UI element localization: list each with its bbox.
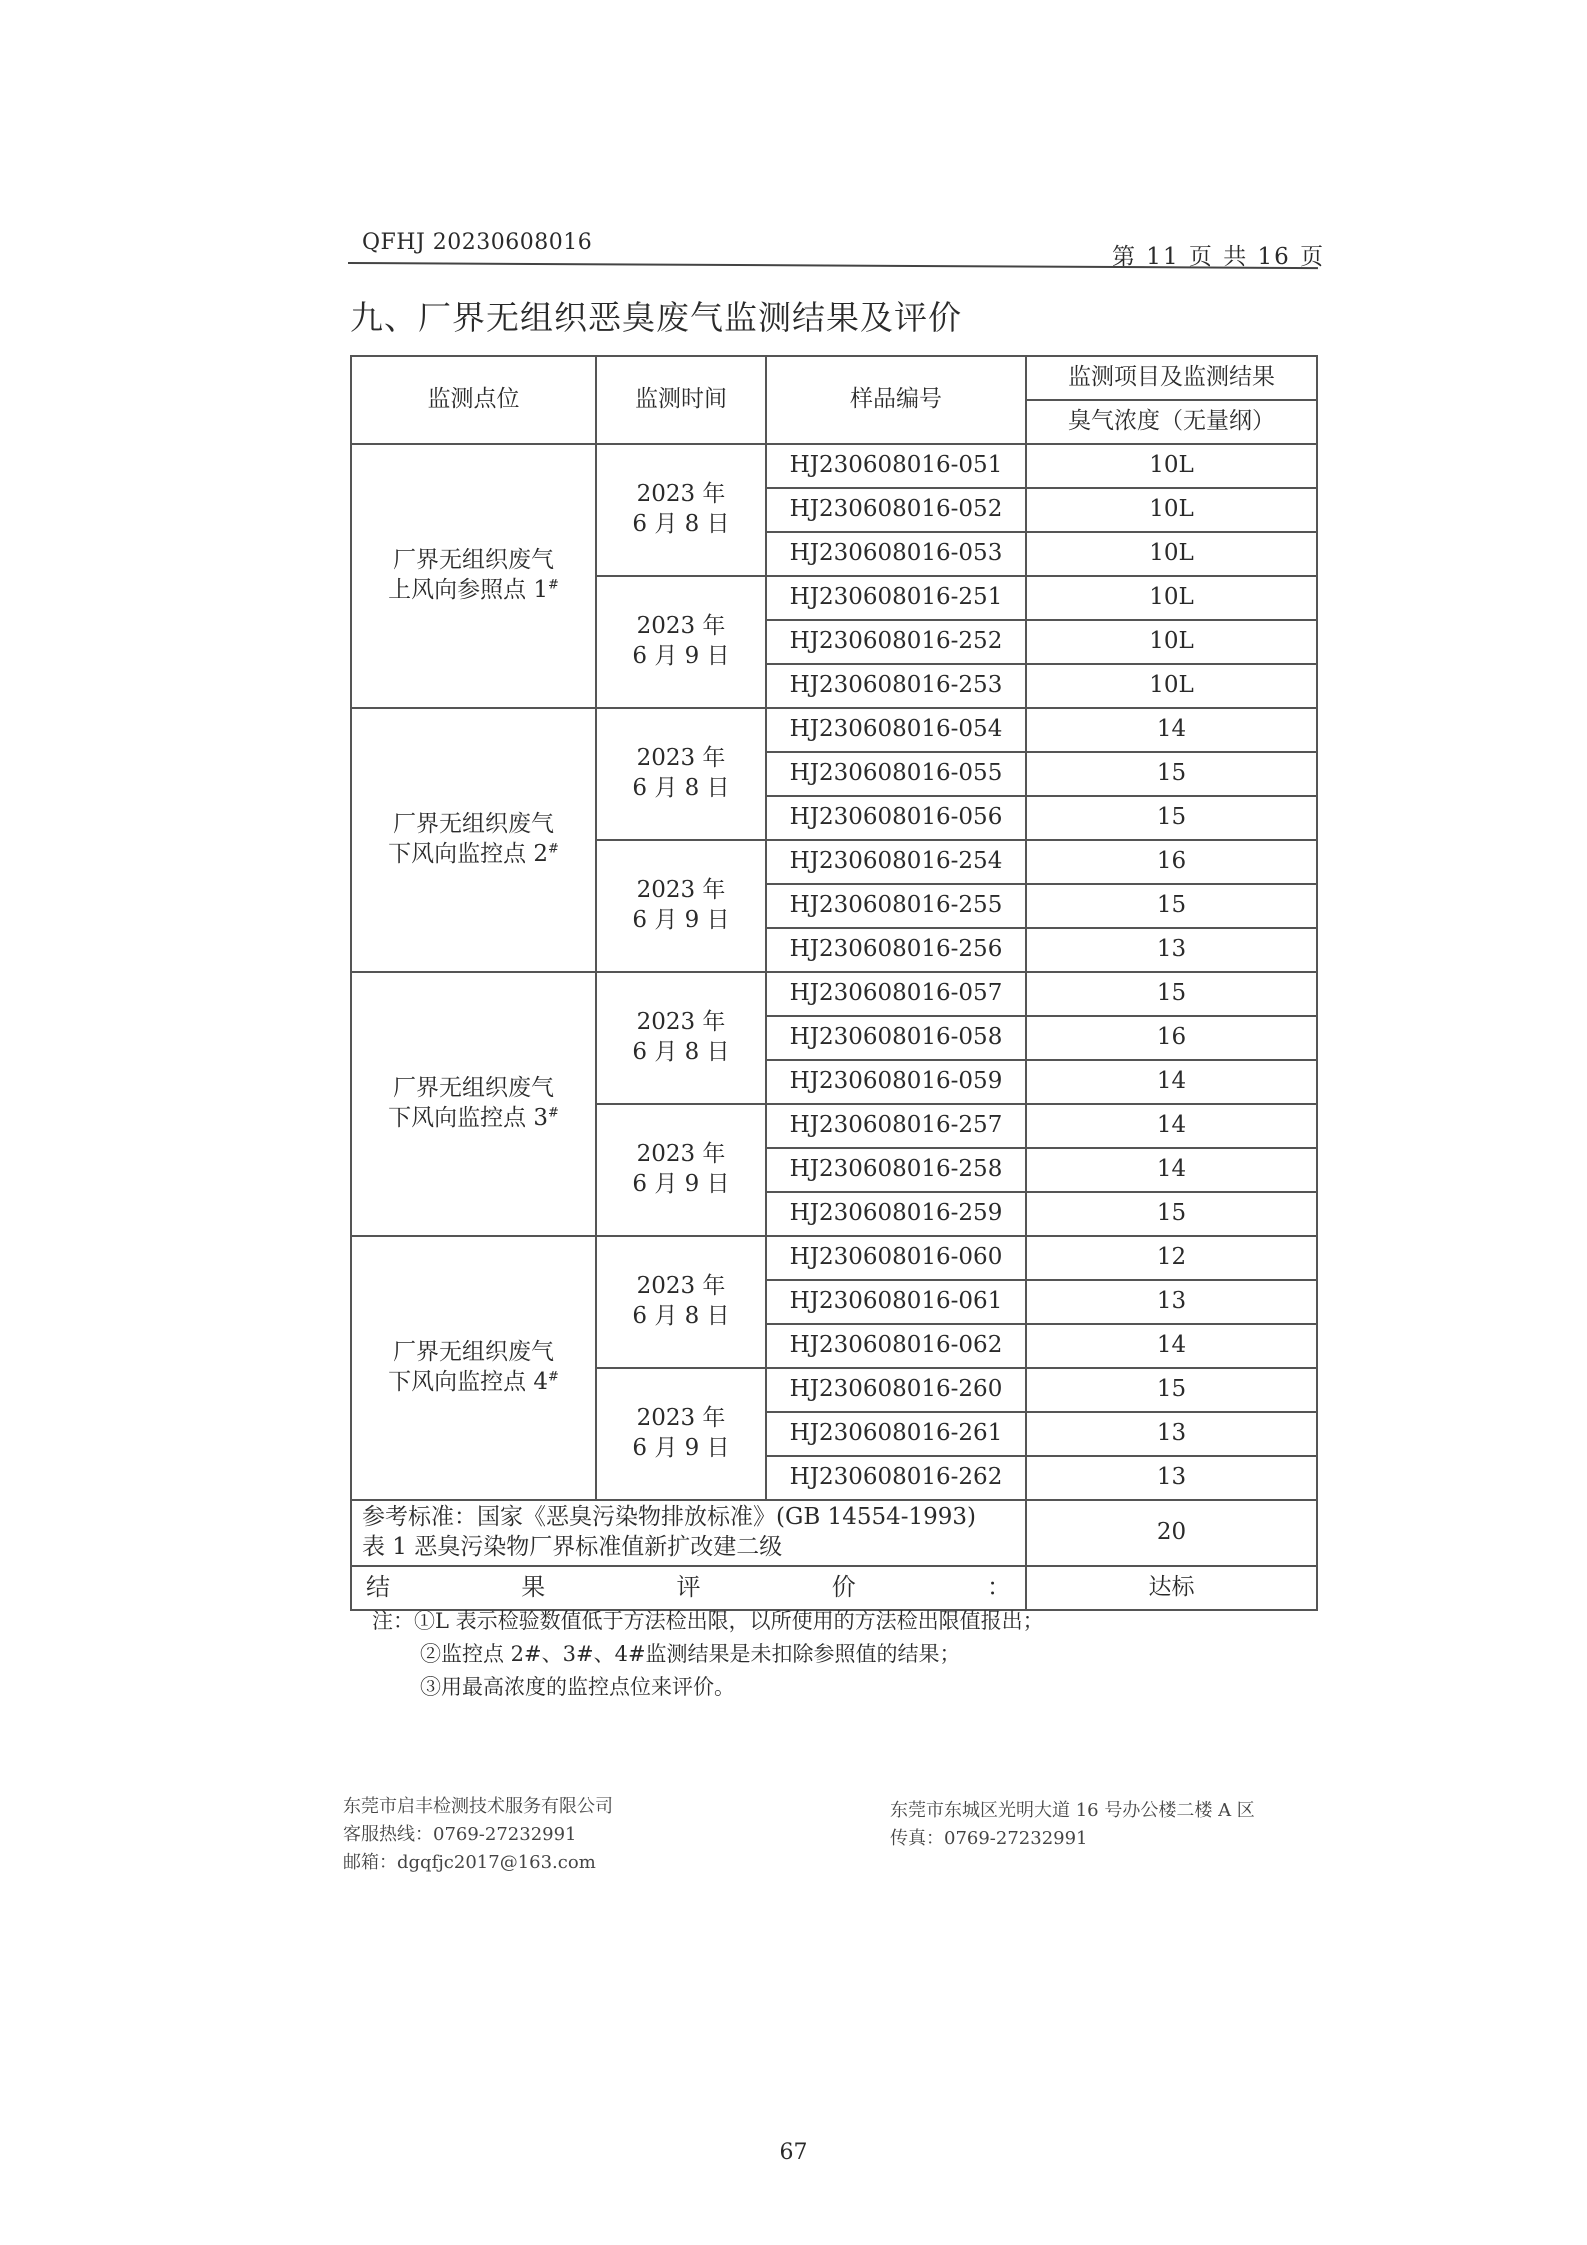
date-cell	[596, 576, 766, 708]
location-line1: 厂界无组织废气	[393, 1339, 554, 1366]
date-cell	[596, 1368, 766, 1500]
date-day: 6 月 9 日	[632, 1435, 730, 1461]
sample-id-cell: HJ230608016-251	[766, 576, 1026, 620]
section-title: 九、厂界无组织恶臭废气监测结果及评价	[350, 298, 962, 337]
date-cell	[596, 444, 766, 576]
odor-value-cell: 13	[1026, 1412, 1317, 1456]
location-line2	[352, 576, 595, 606]
odor-value-cell: 10L	[1026, 532, 1317, 576]
evaluation-char: 价	[831, 1573, 856, 1602]
sample-id-cell: HJ230608016-259	[766, 1192, 1026, 1236]
note-3: ③用最高浓度的监控点位来评价。	[420, 1675, 735, 1699]
header-item: 臭气浓度（无量纲）	[1026, 400, 1317, 444]
hotline: 客服热线：0769-27232991	[343, 1824, 577, 1845]
date-year: 2023 年	[636, 877, 726, 904]
date-year: 2023 年	[636, 613, 726, 640]
odor-value-cell: 14	[1026, 1324, 1317, 1368]
page-info: 第 11 页 共 16 页	[1112, 244, 1326, 270]
note-2: ②监控点 2#、3#、4#监测结果是未扣除参照值的结果；	[420, 1642, 961, 1666]
sample-id-cell: HJ230608016-055	[766, 752, 1026, 796]
sample-id-cell: HJ230608016-053	[766, 532, 1026, 576]
date-cell	[596, 972, 766, 1104]
odor-value-cell: 13	[1026, 1280, 1317, 1324]
date-day: 6 月 8 日	[632, 511, 730, 537]
date-day: 6 月 9 日	[632, 1171, 730, 1197]
sample-id-cell: HJ230608016-262	[766, 1456, 1026, 1500]
date-cell	[596, 1236, 766, 1368]
sample-id-cell: HJ230608016-051	[766, 444, 1026, 488]
date-year: 2023 年	[636, 1273, 726, 1300]
header-location: 监测点位	[351, 356, 596, 444]
sample-id-cell: HJ230608016-056	[766, 796, 1026, 840]
location-line1: 厂界无组织废气	[393, 811, 554, 838]
table-row	[351, 972, 1317, 1016]
odor-value-cell: 10L	[1026, 444, 1317, 488]
date-day: 6 月 8 日	[632, 1303, 730, 1329]
sample-id-cell: HJ230608016-261	[766, 1412, 1026, 1456]
odor-value-cell: 12	[1026, 1236, 1317, 1280]
sample-id-cell: HJ230608016-252	[766, 620, 1026, 664]
location-cell	[351, 1236, 596, 1500]
date-year: 2023 年	[636, 481, 726, 508]
location-mark: #	[548, 1105, 559, 1121]
evaluation-char: 果	[521, 1573, 546, 1602]
location-cell	[351, 708, 596, 972]
date-day: 6 月 9 日	[632, 907, 730, 933]
location-line2	[352, 840, 595, 870]
sample-id-cell: HJ230608016-254	[766, 840, 1026, 884]
sample-id-cell: HJ230608016-060	[766, 1236, 1026, 1280]
evaluation-label-spread	[352, 1572, 1025, 1603]
date-day: 6 月 8 日	[632, 775, 730, 801]
header-time: 监测时间	[596, 356, 766, 444]
odor-value-cell: 13	[1026, 928, 1317, 972]
odor-results-table	[350, 355, 1318, 1611]
standard-value: 20	[1026, 1500, 1317, 1566]
odor-value-cell: 15	[1026, 1368, 1317, 1412]
date-cell	[596, 708, 766, 840]
sample-id-cell: HJ230608016-061	[766, 1280, 1026, 1324]
odor-value-cell: 15	[1026, 972, 1317, 1016]
location-name: 上风向参照点 1	[388, 577, 549, 603]
location-mark: #	[548, 841, 559, 857]
sample-id-cell: HJ230608016-052	[766, 488, 1026, 532]
evaluation-result: 达标	[1026, 1566, 1317, 1610]
evaluation-char: ：	[987, 1573, 1011, 1602]
sample-id-cell: HJ230608016-253	[766, 664, 1026, 708]
report-number: QFHJ 20230608016	[362, 230, 593, 255]
location-line2	[352, 1368, 595, 1398]
standard-row	[351, 1500, 1317, 1566]
odor-value-cell: 10L	[1026, 620, 1317, 664]
location-cell	[351, 444, 596, 708]
address: 东莞市东城区光明大道 16 号办公楼二楼 A 区	[890, 1800, 1255, 1821]
odor-value-cell: 15	[1026, 752, 1317, 796]
table-row	[351, 1236, 1317, 1280]
location-line1: 厂界无组织废气	[393, 1075, 554, 1102]
company-name: 东莞市启丰检测技术服务有限公司	[343, 1796, 613, 1817]
fax: 传真：0769-27232991	[890, 1828, 1088, 1849]
odor-value-cell: 14	[1026, 1104, 1317, 1148]
odor-value-cell: 14	[1026, 708, 1317, 752]
sample-id-cell: HJ230608016-054	[766, 708, 1026, 752]
odor-value-cell: 15	[1026, 796, 1317, 840]
evaluation-char: 结	[366, 1573, 390, 1602]
sample-id-cell: HJ230608016-062	[766, 1324, 1026, 1368]
location-cell	[351, 972, 596, 1236]
evaluation-row	[351, 1566, 1317, 1610]
date-cell	[596, 840, 766, 972]
header-item-group: 监测项目及监测结果	[1026, 356, 1317, 400]
date-day: 6 月 8 日	[632, 1039, 730, 1065]
sample-id-cell: HJ230608016-255	[766, 884, 1026, 928]
table-header-row	[351, 356, 1317, 400]
sample-id-cell: HJ230608016-058	[766, 1016, 1026, 1060]
standard-text	[351, 1500, 1026, 1566]
table-row	[351, 708, 1317, 752]
standard-line1: 参考标准：国家《恶臭污染物排放标准》(GB 14554-1993)	[362, 1504, 977, 1530]
email: 邮箱：dgqfjc2017@163.com	[343, 1852, 596, 1873]
odor-value-cell: 16	[1026, 840, 1317, 884]
location-name: 下风向监控点 2	[388, 841, 549, 867]
notes	[372, 1605, 1044, 1704]
location-mark: #	[548, 1369, 559, 1385]
footer-right	[890, 1797, 1255, 1853]
page-number: 67	[779, 2140, 808, 2165]
date-year: 2023 年	[636, 1141, 726, 1168]
evaluation-char: 评	[676, 1573, 701, 1602]
odor-value-cell: 16	[1026, 1016, 1317, 1060]
sample-id-cell: HJ230608016-059	[766, 1060, 1026, 1104]
sample-id-cell: HJ230608016-258	[766, 1148, 1026, 1192]
odor-value-cell: 14	[1026, 1060, 1317, 1104]
odor-value-cell: 14	[1026, 1148, 1317, 1192]
odor-value-cell: 10L	[1026, 664, 1317, 708]
header-sample: 样品编号	[766, 356, 1026, 444]
note-1: 注：①L 表示检验数值低于方法检出限，以所使用的方法检出限值报出；	[372, 1609, 1044, 1633]
odor-value-cell: 10L	[1026, 576, 1317, 620]
location-mark: #	[548, 577, 559, 593]
date-cell	[596, 1104, 766, 1236]
odor-value-cell: 13	[1026, 1456, 1317, 1500]
odor-value-cell: 15	[1026, 884, 1317, 928]
footer-left	[343, 1793, 613, 1877]
location-line1: 厂界无组织废气	[393, 547, 554, 574]
odor-value-cell: 15	[1026, 1192, 1317, 1236]
sample-id-cell: HJ230608016-260	[766, 1368, 1026, 1412]
odor-value-cell: 10L	[1026, 488, 1317, 532]
date-day: 6 月 9 日	[632, 643, 730, 669]
location-name: 下风向监控点 3	[388, 1105, 549, 1131]
location-name: 下风向监控点 4	[388, 1369, 549, 1395]
sample-id-cell: HJ230608016-257	[766, 1104, 1026, 1148]
sample-id-cell: HJ230608016-057	[766, 972, 1026, 1016]
date-year: 2023 年	[636, 1405, 726, 1432]
date-year: 2023 年	[636, 1009, 726, 1036]
location-line2	[352, 1104, 595, 1134]
evaluation-label	[351, 1566, 1026, 1610]
date-year: 2023 年	[636, 745, 726, 772]
standard-line2: 表 1 恶臭污染物厂界标准值新扩改建二级	[362, 1533, 783, 1560]
sample-id-cell: HJ230608016-256	[766, 928, 1026, 972]
table-row	[351, 444, 1317, 488]
